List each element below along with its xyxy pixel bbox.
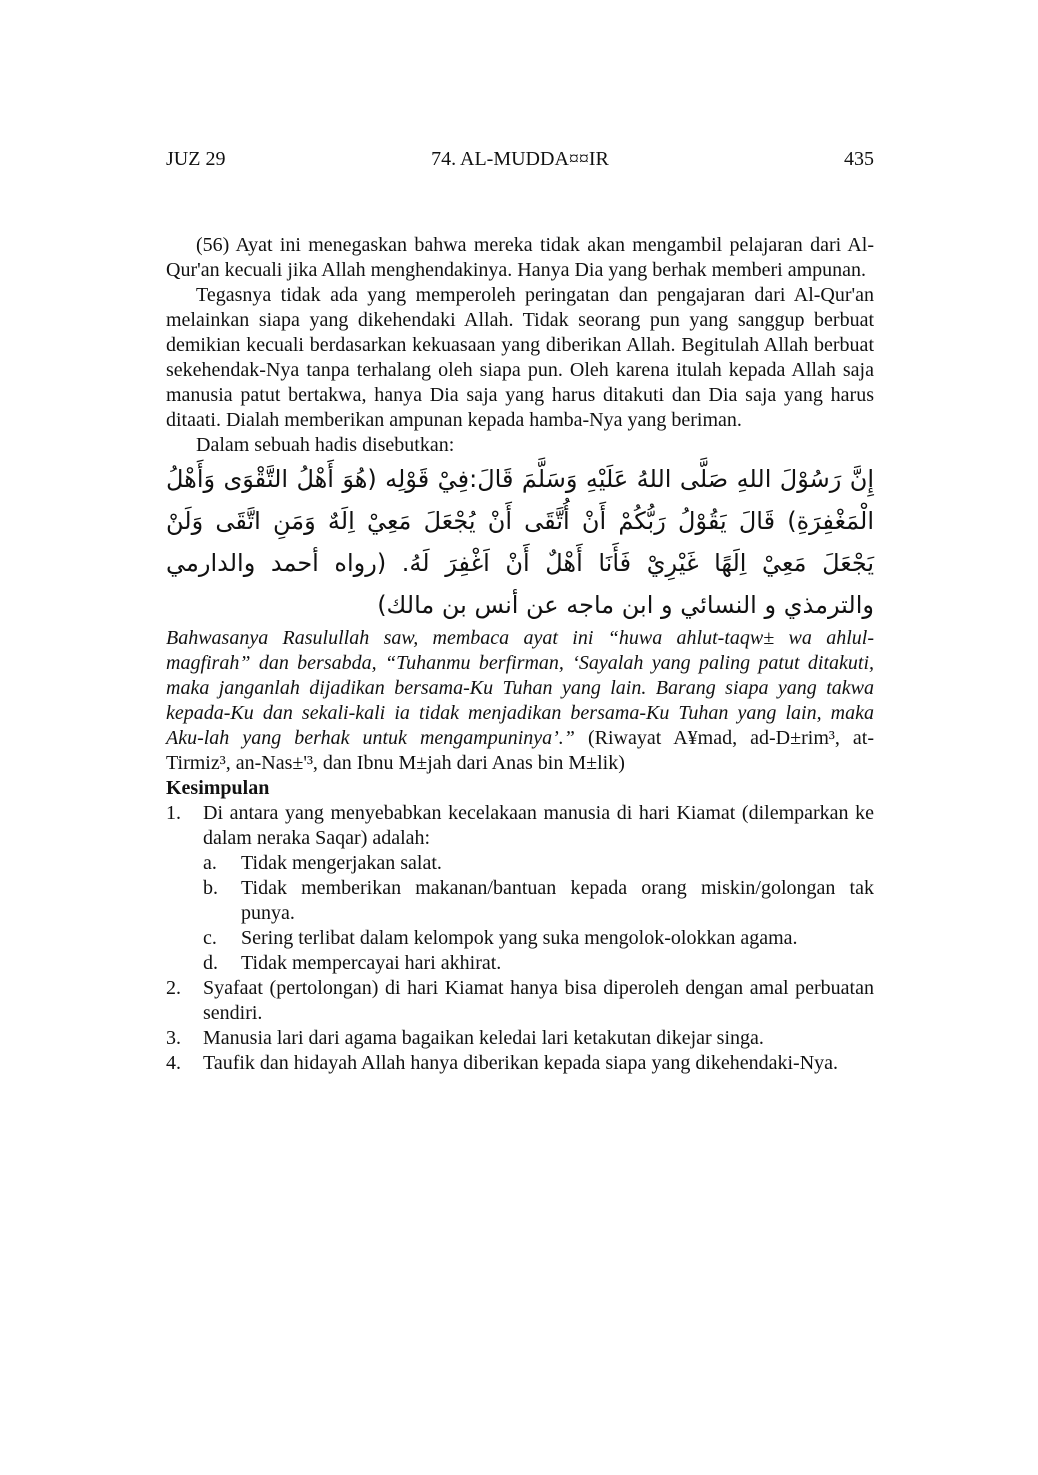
list-text: Di antara yang menyebabkan kecelakaan manusia di hari Kiamat (dilemparkan ke dalam neraka Saqar) adalah: bbox=[203, 802, 874, 849]
list-item bbox=[166, 1026, 874, 1051]
sub-list-letter: d. bbox=[203, 952, 218, 974]
sub-list-text: Tidak memberikan makanan/bantuan kepada orang miskin/golongan tak punya. bbox=[241, 877, 874, 924]
sub-list-item bbox=[203, 951, 874, 976]
sub-list bbox=[203, 851, 874, 976]
sub-list-text: Tidak mempercayai hari akhirat. bbox=[241, 952, 502, 974]
paragraph-hadith-intro: Dalam sebuah hadis disebutkan: bbox=[196, 434, 455, 456]
conclusion-title: Kesimpulan bbox=[166, 777, 270, 799]
sub-list-letter: a. bbox=[203, 852, 217, 874]
list-item bbox=[166, 976, 874, 1026]
paragraph-56: (56) Ayat ini menegaskan bahwa mereka tidak akan mengambil pelajaran dari Al-Qur'an kecuali jika Allah menghendakinya. Hanya Dia yang berhak memberi ampunan. bbox=[166, 234, 874, 281]
sub-list-text: Tidak mengerjakan salat. bbox=[241, 852, 442, 874]
sub-list-item bbox=[203, 926, 874, 951]
page-body bbox=[166, 233, 874, 1076]
page-header bbox=[166, 146, 874, 172]
list-item bbox=[166, 801, 874, 976]
juz-label: JUZ 29 bbox=[166, 148, 226, 170]
list-number: 4. bbox=[166, 1052, 181, 1074]
list-number: 2. bbox=[166, 977, 181, 999]
paragraph-explanation: Tegasnya tidak ada yang memperoleh peringatan dan pengajaran dari Al-Qur'an melainkan siapa yang dikehendaki Allah. Tidak seorang pun yang sanggup berbuat demikian kecuali berdasarkan kekuasaan yang diberikan Allah. Begitulah Allah berbuat sekehendak-Nya tanpa terhalang oleh siapa pun. Oleh karena itulah kepada Allah saja manusia patut bertakwa, hanya Dia saja yang harus ditakuti dan Dia saja yang harus ditaati. Dialah memberikan ampunan kepada hamba-Nya yang beriman. bbox=[166, 284, 874, 431]
sub-list-letter: b. bbox=[203, 877, 218, 899]
hadith-translation bbox=[166, 626, 874, 776]
hadith-source: (Riwayat A¥mad, ad-D±rim³, at-Tirmiz³, an-Nas±'³, dan Ibnu M±jah dari Anas bin M±lik) bbox=[166, 727, 875, 774]
list-text: Manusia lari dari agama bagaikan keledai lari ketakutan dikejar singa. bbox=[203, 1027, 764, 1049]
conclusion-list bbox=[166, 801, 874, 1076]
sub-list-item bbox=[203, 876, 874, 926]
translation-text: Bahwasanya Rasulullah saw, membaca ayat ini “huwa ahlut-taqw± wa ahlul-magfirah” dan bersabda, “Tuhanmu berfirman, ‘Sayalah yang paling patut ditakuti, maka janganlah dijadikan bersama-Ku Tuhan yang lain. Barang siapa yang takwa kepada-Ku dan sekali-kali ia tidak menjadikan bersama-Ku Tuhan yang lain, maka Aku-lah yang berhak untuk mengampuninya’.” bbox=[166, 627, 874, 749]
surah-title: 74. AL-MUDDA¤¤IR bbox=[431, 148, 609, 170]
list-item bbox=[166, 1051, 874, 1076]
sub-list-letter: c. bbox=[203, 927, 217, 949]
sub-list-text: Sering terlibat dalam kelompok yang suka mengolok-olokkan agama. bbox=[241, 927, 798, 949]
list-text: Taufik dan hidayah Allah hanya diberikan kepada siapa yang dikehendaki-Nya. bbox=[203, 1052, 839, 1074]
page-number: 435 bbox=[844, 148, 874, 170]
list-text: Syafaat (pertolongan) di hari Kiamat hanya bisa diperoleh dengan amal perbuatan sendiri. bbox=[203, 977, 874, 1024]
list-number: 1. bbox=[166, 802, 181, 824]
list-number: 3. bbox=[166, 1027, 181, 1049]
arabic-hadith: إِنَّ رَسُوْلَ اللهِ صَلَّى اللهُ عَلَيْهِ وَسَلَّمَ قَالَ:فِيْ قَوْلِه (هُوَ أَهْلُ التَّقْوَى وَأَهْلُ الْمَغْفِرَةِ) قَالَ يَقُوْلُ رَبُّكُمْ أَنْ أُتَّقَى أَنْ يُجْعَلَ مَعِيْ اِلَهٌ وَمَنِ اتَّقَى وَلَنْ يَجْعَلَ مَعِيْ اِلَهًا غَيْرِيْ فَأَنَا أَهْلٌ أَنْ اَغْفِرَ لَهُ. (رواه أحمد والدارمي والترمذي و النسائي و ابن ماجه عن أنس بن مالك) bbox=[166, 465, 874, 619]
sub-list-item bbox=[203, 851, 874, 876]
